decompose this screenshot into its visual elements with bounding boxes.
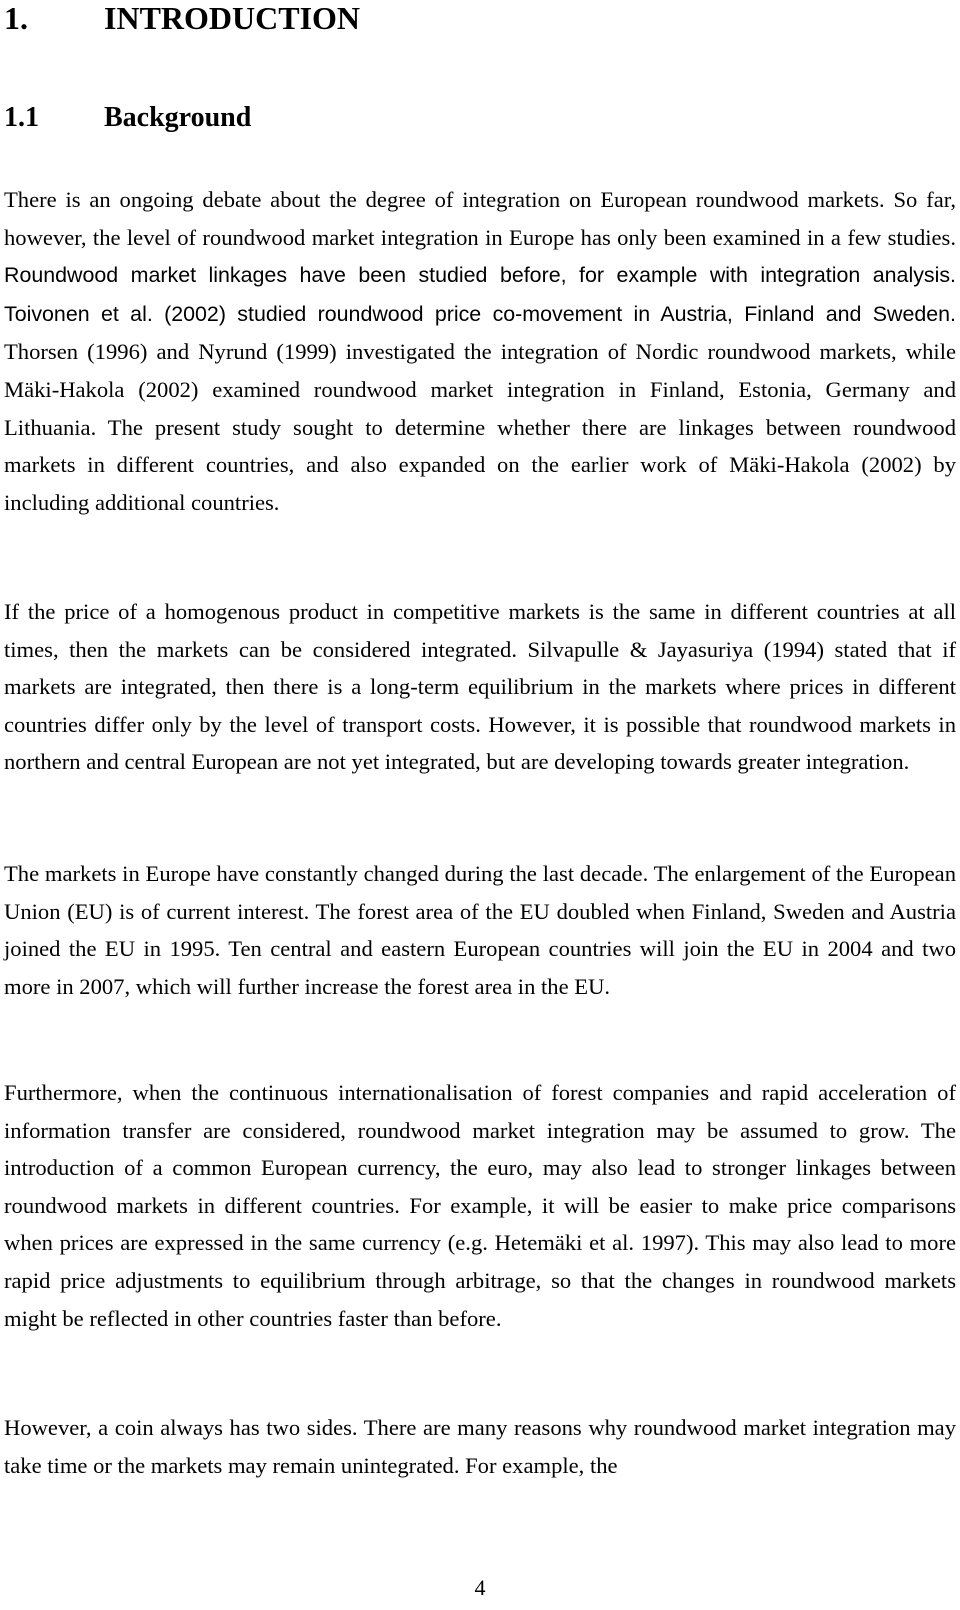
- section-heading: [4, 101, 251, 135]
- paragraph-3: The markets in Europe have constantly changed during the last decade. The enlargement of the European Union (EU) is of current interest. The forest area of the EU doubled when Finland, Sweden and Austria joined the EU in 1995. Ten central and eastern European countries will join the EU in 2004 and two more in 2007, which will further increase the forest area in the EU.: [4, 861, 956, 999]
- paragraph-1: [4, 181, 956, 521]
- section-number: 1.1: [4, 102, 39, 133]
- chapter-number: 1.: [4, 0, 28, 36]
- page-number: 4: [474, 1575, 486, 1600]
- paragraph-4: Furthermore, when the continuous internationalisation of forest companies and rapid acceleration of information transfer are considered, roundwood market integration may be assumed to grow. The introduction of a common European currency, the euro, may also lead to stronger linkages between roundwood markets in different countries. For example, it will be easier to make price comparisons when prices are expressed in the same currency (e.g. Hetemäki et al. 1997). This may also lead to more rapid price adjustments to equilibrium through arbitrage, so that the changes in roundwood markets might be reflected in other countries faster than before.: [4, 1080, 956, 1331]
- paragraph-1-part-1: There is an ongoing debate about the degree of integration on European roundwood markets. So far, however, the level of roundwood market integration in Europe has only been examined in a few studies.: [4, 187, 956, 250]
- paragraph-5: However, a coin always has two sides. There are many reasons why roundwood market integration may take time or the markets may remain unintegrated. For example, the: [4, 1415, 956, 1478]
- paragraph-2: If the price of a homogenous product in competitive markets is the same in different countries at all times, then the markets can be considered integrated. Silvapulle & Jayasuriya (1994) stated that if markets are integrated, then there is a long-term equilibrium in the markets where prices in different countries differ only by the level of transport costs. However, it is possible that roundwood markets in northern and central European are not yet integrated, but are developing towards greater integration.: [4, 599, 956, 775]
- section-title: Background: [104, 102, 252, 133]
- chapter-heading: [4, 0, 360, 36]
- paragraph-1-part-2: Roundwood market linkages have been studied before, for example with integration analysis. Toivonen et al. (2002) studied roundwood price co-movement in Austria, Finland and Sweden.: [4, 263, 956, 326]
- paragraph-1-part-3: Thorsen (1996) and Nyrund (1999) investigated the integration of Nordic roundwood markets, while Mäki-Hakola (2002) examined roundwood market integration in Finland, Estonia, Germany and Lithuania. The present study sought to determine whether there are linkages between roundwood markets in different countries, and also expanded on the earlier work of Mäki-Hakola (2002) by including additional countries.: [4, 339, 956, 515]
- chapter-title: INTRODUCTION: [104, 0, 361, 36]
